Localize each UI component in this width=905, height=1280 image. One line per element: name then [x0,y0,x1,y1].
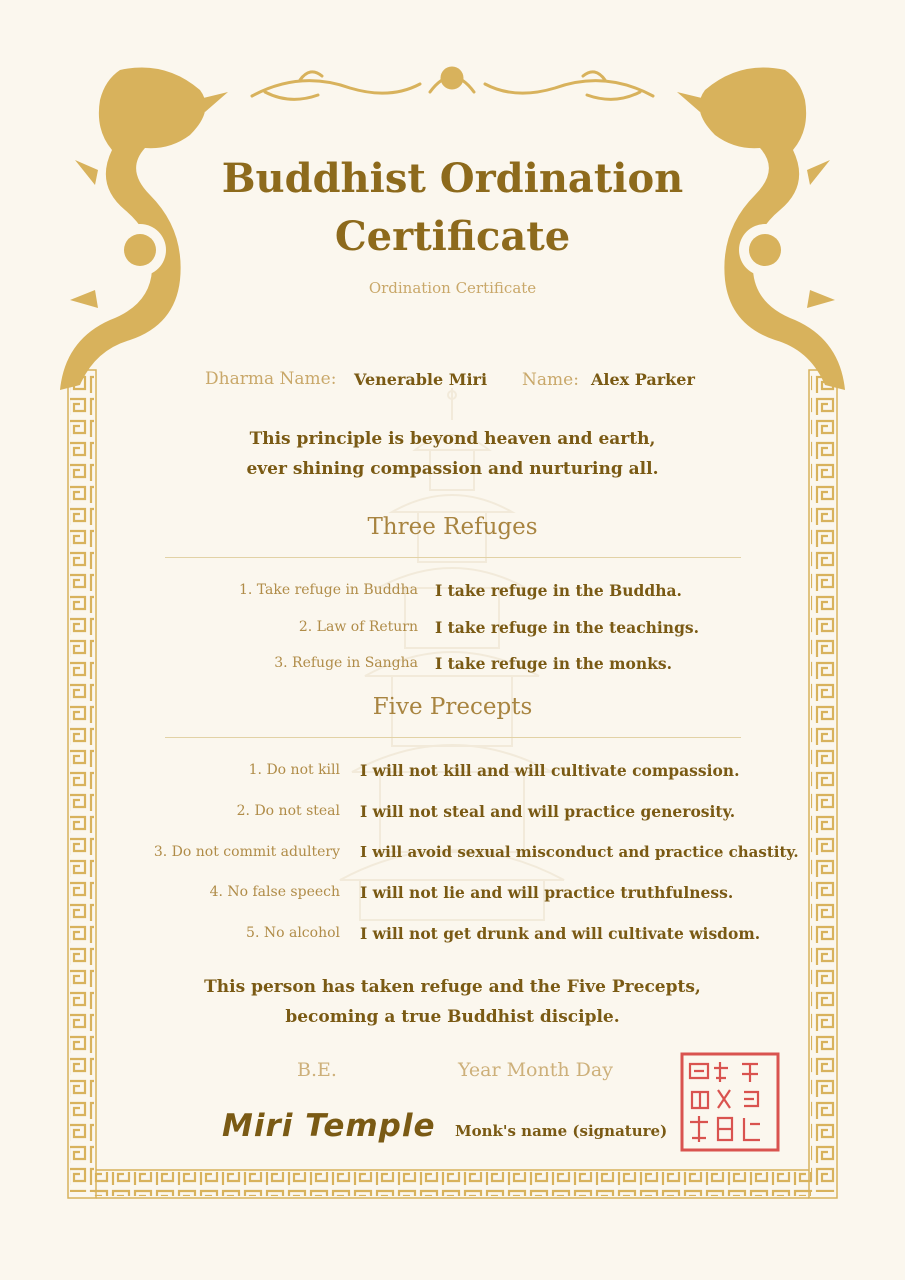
precept-label: 5. No alcohol [246,925,340,941]
precept-text: I will not kill and will cultivate compassion. [360,761,740,780]
top-ornament [252,68,653,99]
title-line-1: Buddhist Ordination [221,155,684,202]
date-era: B.E. [297,1059,337,1081]
certificate-title [150,150,755,266]
precept-label: 4. No false speech [209,884,340,900]
precept-text: I will not get drunk and will cultivate wisdom. [360,924,761,943]
precept-text: I will avoid sexual misconduct and practice chastity. [360,843,799,861]
closing-line-2: becoming a true Buddhist disciple. [285,1007,620,1027]
precepts-title: Five Precepts [372,694,533,720]
certificate-subtitle: Ordination Certificate [368,279,537,297]
refuge-label: 1. Take refuge in Buddha [238,582,418,598]
refuge-text: I take refuge in the Buddha. [435,581,682,600]
precept-label: 2. Do not steal [236,803,340,819]
name-label: Name: [522,370,579,390]
precept-text: I will not steal and will practice generosity. [360,802,736,821]
refuge-label: 3. Refuge in Sangha [274,655,418,671]
principle-text [150,424,755,484]
dharma-name-label: Dharma Name: [205,369,337,389]
refuge-text: I take refuge in the monks. [435,654,673,673]
title-line-2: Certificate [334,213,571,260]
precept-label: 3. Do not commit adultery [153,844,340,860]
precepts-divider [165,737,741,738]
dharma-name-value: Venerable Miri [354,370,488,389]
refuges-title: Three Refuges [367,514,538,540]
refuge-text: I take refuge in the teachings. [435,618,700,637]
refuges-divider [165,557,741,558]
principle-line-2: ever shining compassion and nurturing all. [246,459,659,479]
date-label: Year Month Day [458,1059,613,1081]
name-value: Alex Parker [591,370,695,389]
closing-text [150,972,755,1032]
principle-line-1: This principle is beyond heaven and earth, [249,429,656,449]
signature-label: Monk's name (signature) [455,1122,668,1140]
refuge-label: 2. Law of Return [298,619,418,635]
precept-text: I will not lie and will practice truthfulness. [360,883,734,902]
precept-label: 1. Do not kill [248,762,340,778]
temple-name: Miri Temple [222,1108,436,1144]
temple-seal-stamp [680,1052,780,1152]
closing-line-1: This person has taken refuge and the Five Precepts, [204,977,701,997]
